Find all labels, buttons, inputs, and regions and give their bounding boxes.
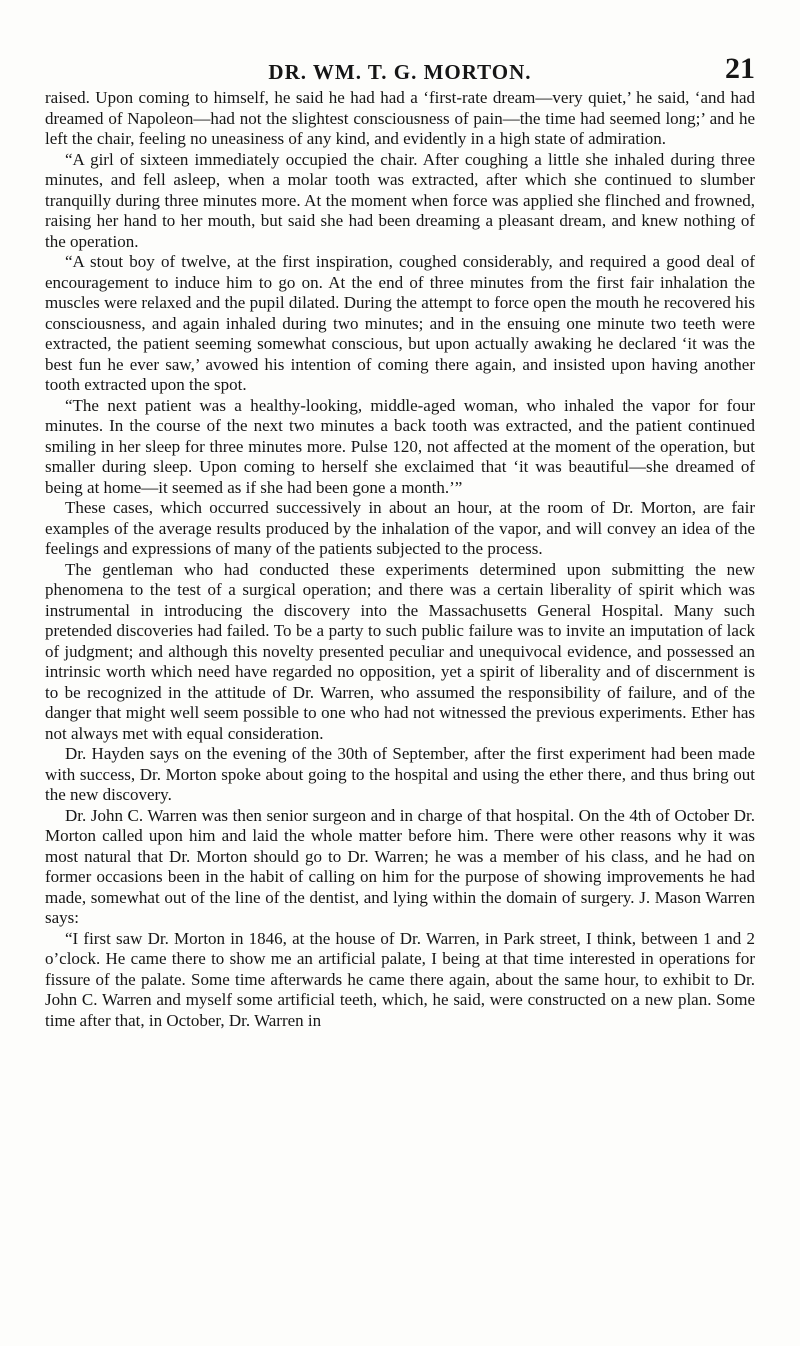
paragraph-cases-summary: These cases, which occurred successively in about an hour, at the room of Dr. Morton, are fair examples of the average results produced by the inhalation of the vapor, and will convey an idea of the feelings and expressions of many of the patients subjected to the process. — [45, 498, 755, 558]
paragraph-continuation: raised. Upon coming to himself, he said he had had a ‘first-rate dream—very quiet,’ he said, ‘and had dreamed of Napoleon—had not the slightest consciousness of pain—the time had seemed long;’ and he left the chair, feeling no uneasiness of any kind, and evidently in a high state of admiration. — [45, 88, 755, 148]
paragraph-girl-case: “A girl of sixteen immediately occupied the chair. After coughing a little she inhaled during three minutes, and fell asleep, when a molar tooth was extracted, after which she continued to slumber tranquilly during three minutes more. At the moment when force was applied she flinched and frowned, raising her hand to her mouth, but said she had been dreaming a pleasant dream, and knew nothing of the operation. — [45, 149, 755, 251]
body-text — [45, 88, 755, 1031]
paragraph-john-warren: Dr. John C. Warren was then senior surgeon and in charge of that hospital. On the 4th of October Dr. Morton called upon him and laid the whole matter before him. There were other reasons why it was most natural that Dr. Morton should go to Dr. Warren; he was a member of his class, and he had on former occasions been in the habit of calling on him for the purpose of showing improvements he had made, somewhat out of the line of the dentist, and lying within the domain of surgery. J. Mason Warren says: — [45, 805, 755, 927]
page-number: 21 — [725, 52, 755, 85]
paragraph-boy-case: “A stout boy of twelve, at the first inspiration, coughed considerably, and required a good deal of encouragement to induce him to go on. At the end of three minutes from the first fair inhalation the muscles were relaxed and the pupil dilated. During the attempt to force open the mouth he recovered his consciousness, and again inhaled during two minutes; and in the ensuing one minute two teeth were extracted, the patient seeming somewhat conscious, but upon actually awaking he declared ‘it was the best fun he ever saw,’ avowed his intention of coming there again, and insisted upon having another tooth extracted upon the spot. — [45, 252, 755, 394]
paragraph-surgical-test: The gentleman who had conducted these experiments determined upon submitting the new phenomena to the test of a surgical operation; and there was a certain liberality of spirit which was instrumental in introducing the discovery into the Massachusetts General Hospital. Many such pretended discoveries had failed. To be a party to such public failure was to invite an imputation of lack of judgment; and although this novelty presented peculiar and unequivocal evidence, and possessed an intrinsic worth which need have regarded no opposition, yet a spirit of liberality and of discernment is to be recognized in the attitude of Dr. Warren, who assumed the responsibility of failure, and of the danger that might well seem possible to one who had not witnessed the previous experiments. Ether has not always met with equal consideration. — [45, 559, 755, 743]
running-head — [0, 50, 800, 90]
running-title: DR. WM. T. G. MORTON. — [268, 60, 532, 84]
paragraph-woman-case: “The next patient was a healthy-looking, middle-aged woman, who inhaled the vapor for four minutes. In the course of the next two minutes a back tooth was extracted, and the patient continued smiling in her sleep for three minutes more. Pulse 120, not affected at the moment of the operation, but smaller during sleep. Upon coming to herself she exclaimed that ‘it was beautiful—she dreamed of being at home—it seemed as if she had been gone a month.’” — [45, 395, 755, 497]
paragraph-mason-warren-quote: “I first saw Dr. Morton in 1846, at the house of Dr. Warren, in Park street, I think, between 1 and 2 o’clock. He came there to show me an artificial palate, I being at that time interested in operations for fissure of the palate. Some time afterwards he came there again, about the same hour, to exhibit to Dr. John C. Warren and myself some artificial teeth, which, he said, were constructed on a new plan. Some time after that, in October, Dr. Warren in — [45, 928, 755, 1030]
paragraph-hayden: Dr. Hayden says on the evening of the 30th of September, after the first experiment had been made with success, Dr. Morton spoke about going to the hospital and using the ether there, and thus bring out the new discovery. — [45, 744, 755, 804]
